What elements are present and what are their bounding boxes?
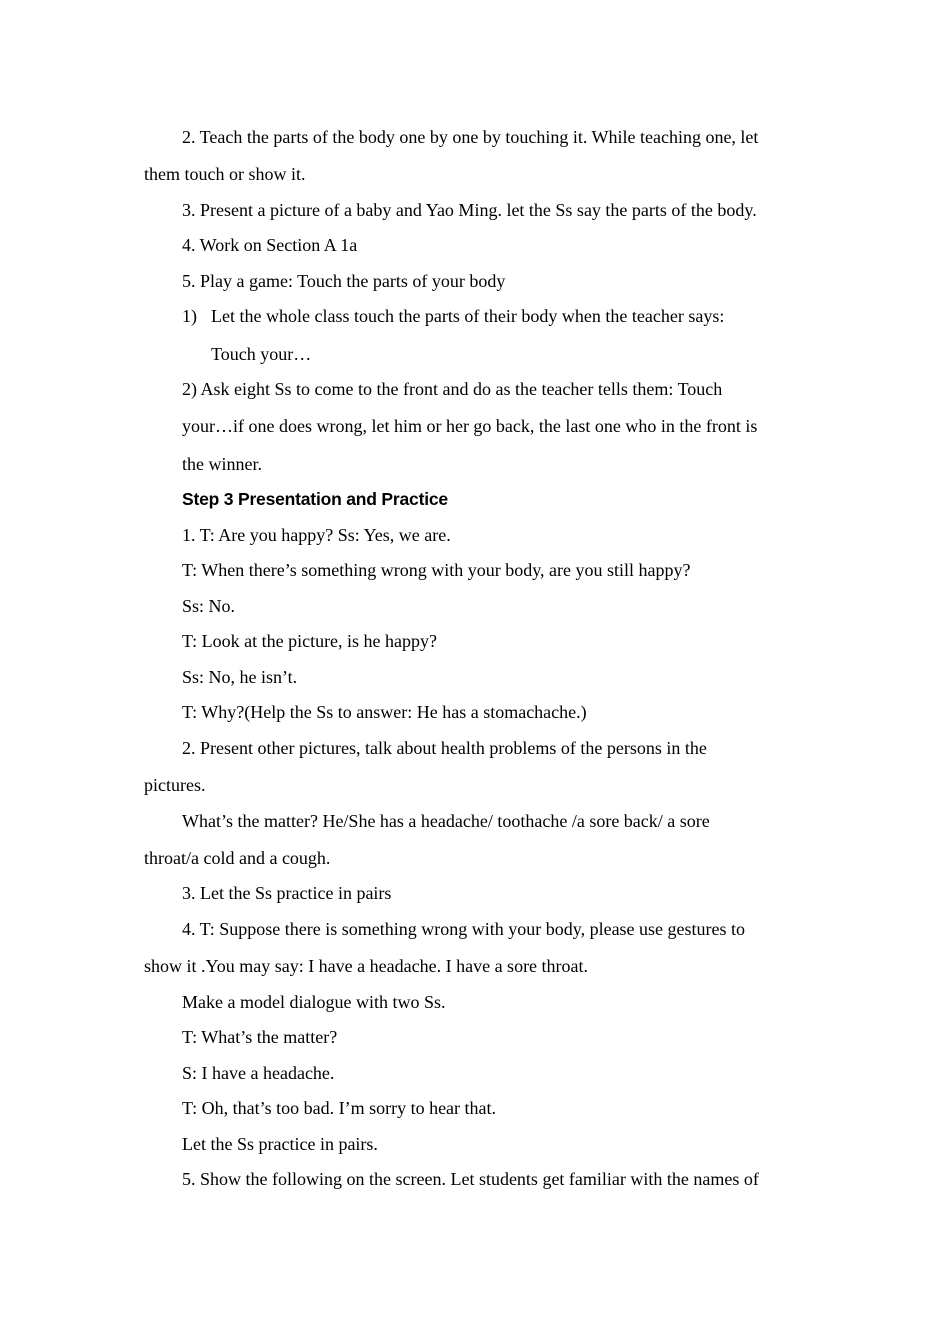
paragraph-line: show it .You may say: I have a headache. I have a sore throat. — [144, 956, 589, 976]
paragraph-line: T: Look at the picture, is he happy? — [182, 631, 438, 651]
paragraph-line: 4. Work on Section A 1a — [182, 235, 358, 255]
list-item-line: Touch your… — [211, 344, 312, 364]
paragraph-line: T: When there’s something wrong with your body, are you still happy? — [182, 560, 691, 580]
paragraph-line: S: I have a headache. — [182, 1063, 335, 1083]
paragraph-line: throat/a cold and a cough. — [144, 848, 331, 868]
paragraph-line: 5. Play a game: Touch the parts of your body — [182, 271, 506, 291]
list-item-line: Let the whole class touch the parts of their body when the teacher says: — [211, 306, 725, 326]
paragraph-line: 2) Ask eight Ss to come to the front and do as the teacher tells them: Touch — [182, 379, 723, 399]
paragraph-line: 2. Present other pictures, talk about health problems of the persons in the — [182, 738, 707, 758]
paragraph-line: your…if one does wrong, let him or her go back, the last one who in the front is — [182, 416, 758, 436]
paragraph-line: 3. Present a picture of a baby and Yao Ming. let the Ss say the parts of the body. — [182, 200, 757, 220]
paragraph-line: 4. T: Suppose there is something wrong with your body, please use gestures to — [182, 919, 746, 939]
paragraph-line: 3. Let the Ss practice in pairs — [182, 883, 392, 903]
section-heading: Step 3 Presentation and Practice — [182, 489, 448, 509]
paragraph-line: T: Oh, that’s too bad. I’m sorry to hear that. — [182, 1098, 497, 1118]
paragraph-line: 2. Teach the parts of the body one by one by touching it. While teaching one, let — [182, 127, 759, 147]
paragraph-line: them touch or show it. — [144, 164, 306, 184]
paragraph-line: 5. Show the following on the screen. Let students get familiar with the names of — [182, 1169, 759, 1189]
list-number: 1) — [182, 306, 197, 326]
paragraph-line: Ss: No. — [182, 596, 236, 616]
paragraph-line: What’s the matter? He/She has a headache/ toothache /a sore back/ a sore — [182, 811, 710, 831]
paragraph-line: 1. T: Are you happy? Ss: Yes, we are. — [182, 525, 451, 545]
paragraph-line: Let the Ss practice in pairs. — [182, 1134, 378, 1154]
paragraph-line: T: What’s the matter? — [182, 1027, 338, 1047]
paragraph-line: Ss: No, he isn’t. — [182, 667, 298, 687]
paragraph-line: T: Why?(Help the Ss to answer: He has a stomachache.) — [182, 702, 587, 722]
paragraph-line: Make a model dialogue with two Ss. — [182, 992, 446, 1012]
paragraph-line: the winner. — [182, 454, 262, 474]
paragraph-line: pictures. — [144, 775, 206, 795]
